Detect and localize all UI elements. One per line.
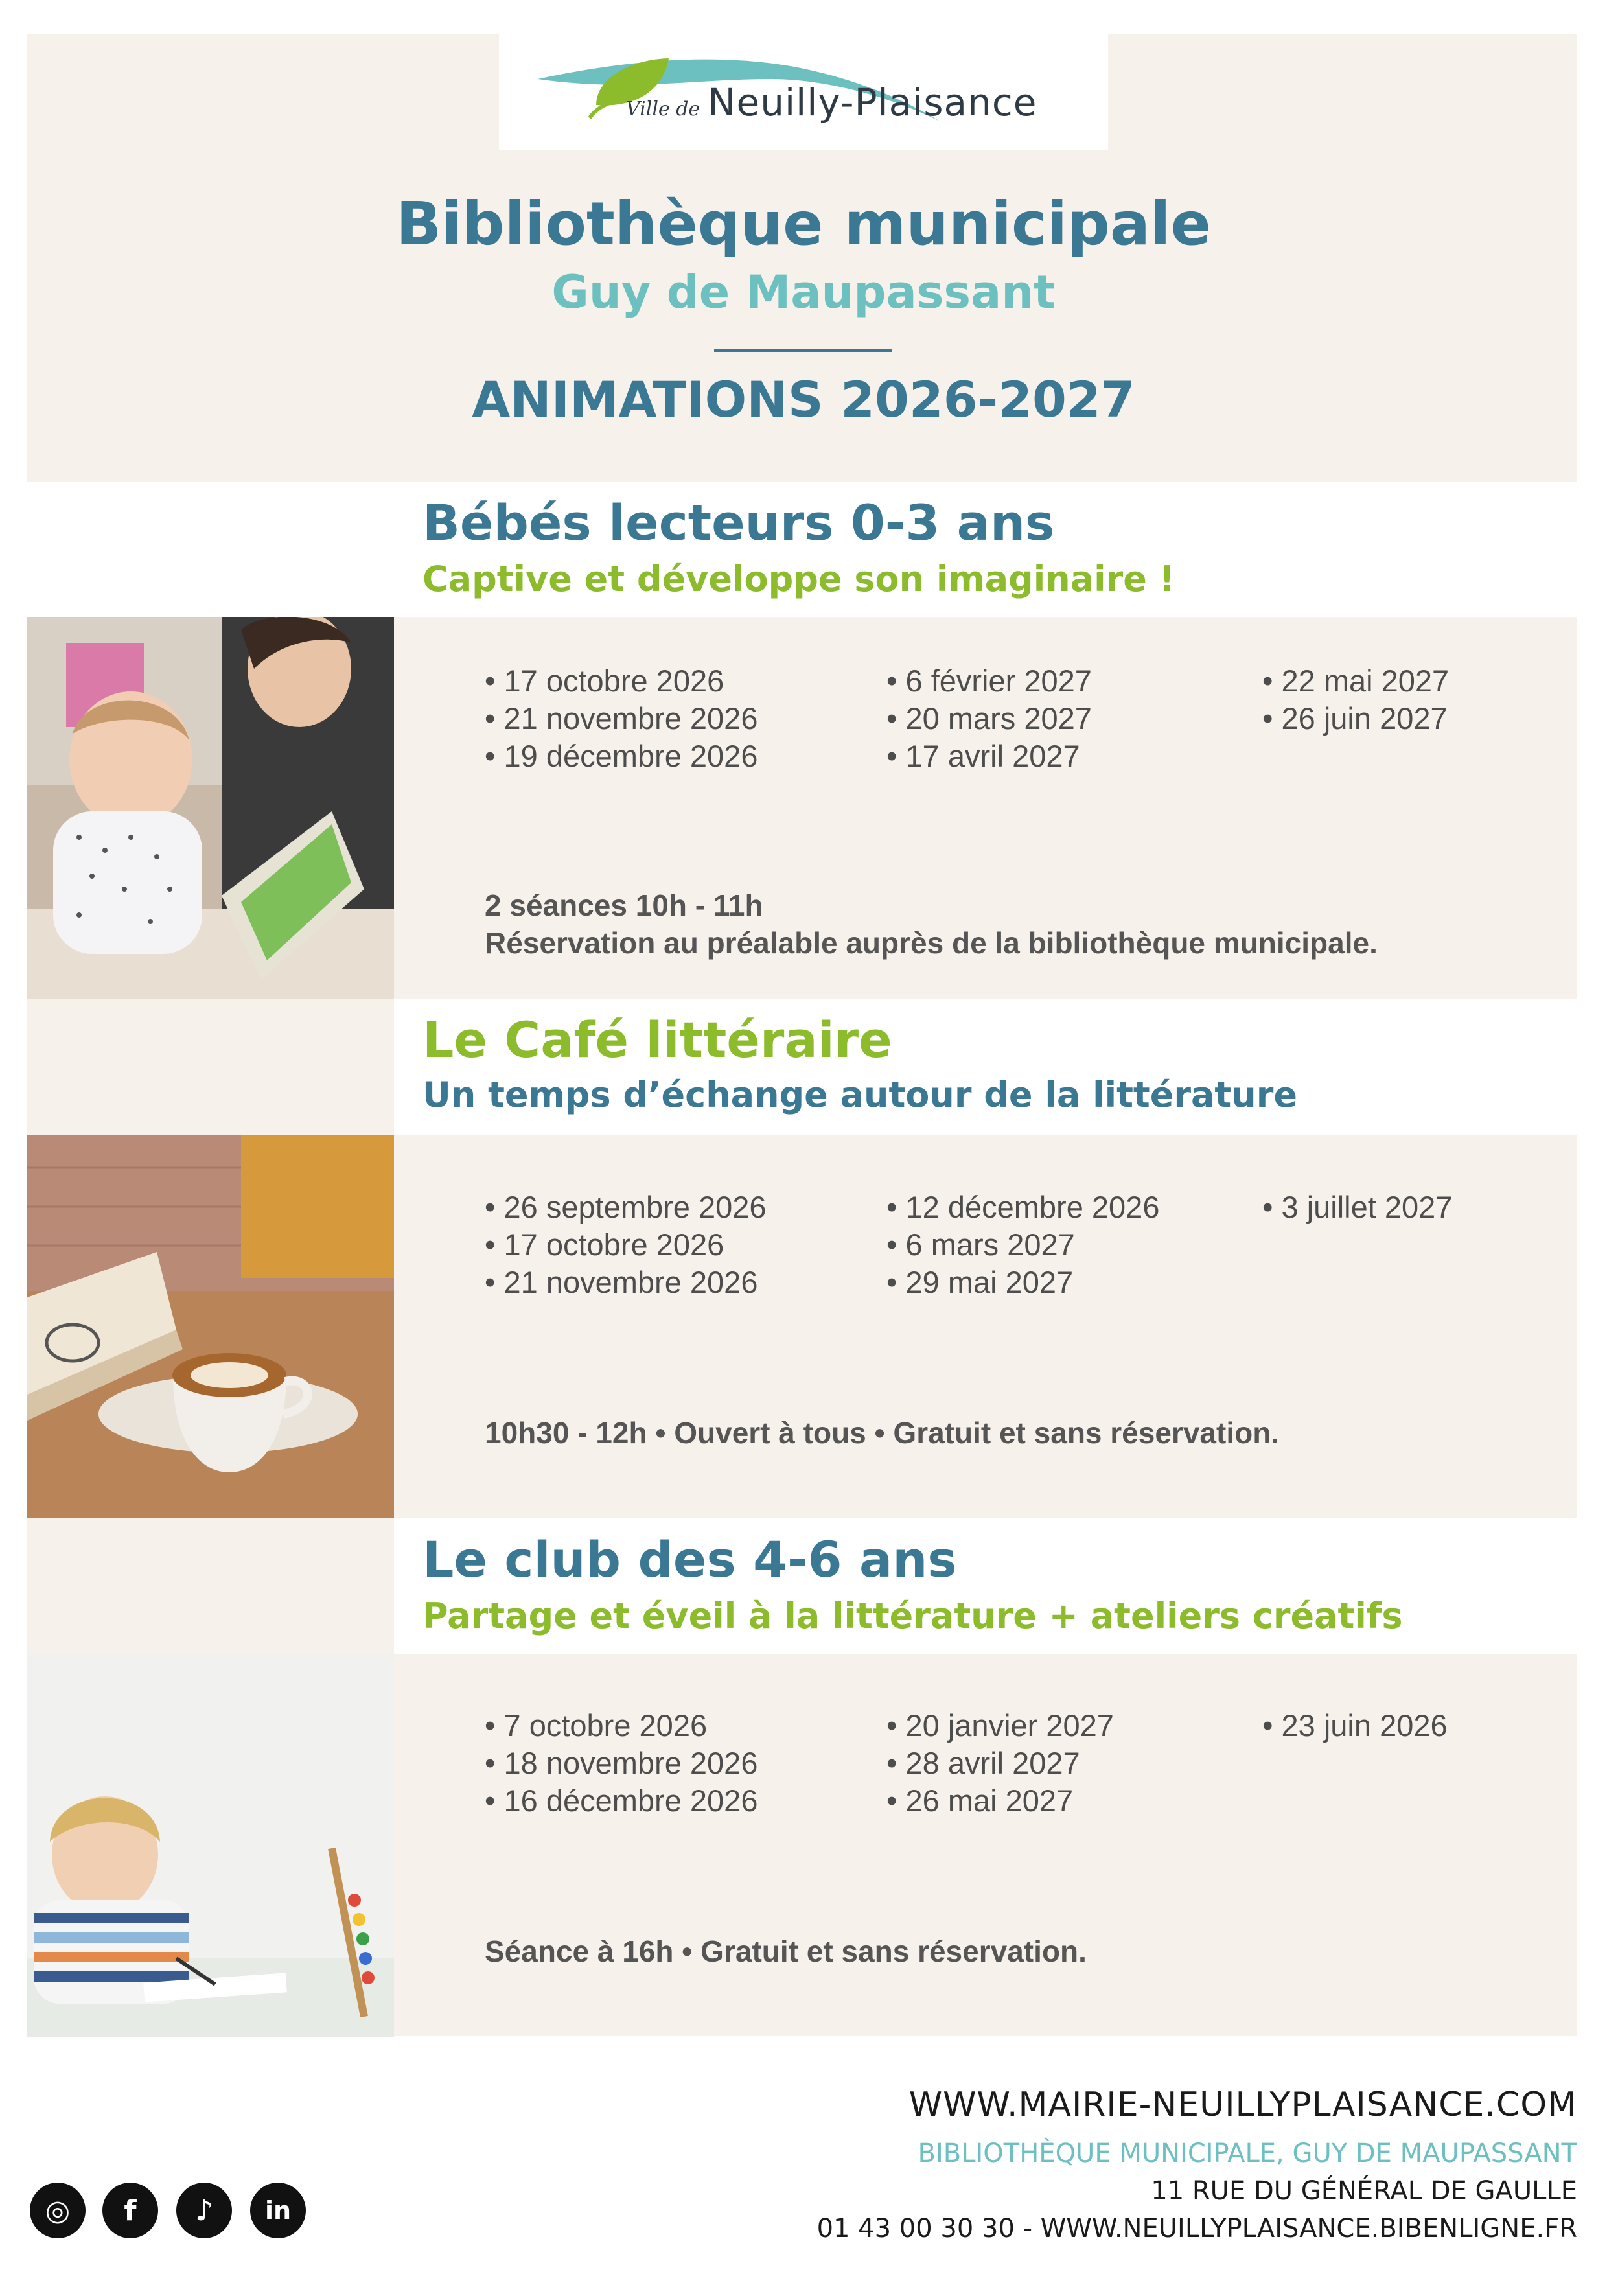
logo-name: Neuilly-Plaisance xyxy=(708,80,1037,124)
footer-address: 11 RUE DU GÉNÉRAL DE GAULLE xyxy=(1151,2176,1577,2206)
date-item: • 6 février 2027 xyxy=(886,664,1092,698)
section2-dates-col2 xyxy=(886,1189,1159,1301)
date-item: • 6 mars 2027 xyxy=(886,1227,1075,1262)
date-item: • 21 novembre 2026 xyxy=(485,701,758,736)
section2-header xyxy=(394,999,1577,1135)
footer-contact[interactable]: 01 43 00 30 30 - WWW.NEUILLYPLAISANCE.BIBENLIGNE.FR xyxy=(816,2214,1577,2244)
section3-dates-col3 xyxy=(1262,1707,1448,1745)
date-item: • 17 octobre 2026 xyxy=(485,664,724,698)
linkedin-icon[interactable]: in xyxy=(250,2183,306,2238)
section1-header xyxy=(394,482,1577,617)
section3-header xyxy=(394,1518,1577,1654)
section2-dates-col1 xyxy=(485,1189,767,1301)
tiktok-icon[interactable]: ♪ xyxy=(176,2183,232,2238)
section2-dates-col3 xyxy=(1262,1189,1452,1226)
section1-subtitle: Captive et développe son imaginaire ! xyxy=(422,559,1175,599)
page-subtitle: Guy de Maupassant xyxy=(551,266,1056,319)
animations-heading: ANIMATIONS 2026-2027 xyxy=(472,371,1135,428)
section1-note xyxy=(485,887,1378,962)
section3-subtitle: Partage et éveil à la littérature + ateliers créatifs xyxy=(422,1595,1403,1636)
section1-dates-col2 xyxy=(886,662,1092,775)
section2-left-strip xyxy=(27,999,394,1135)
footer-library-name: BIBLIOTHÈQUE MUNICIPALE, GUY DE MAUPASSANT xyxy=(918,2139,1577,2168)
date-item: • 12 décembre 2026 xyxy=(886,1190,1160,1224)
section3-left-strip xyxy=(27,1518,394,1654)
date-item: • 21 novembre 2026 xyxy=(485,1265,758,1299)
date-item: • 19 décembre 2026 xyxy=(485,739,758,773)
instagram-icon[interactable]: ◎ xyxy=(30,2183,86,2238)
logo-prefix: Ville de xyxy=(626,98,700,121)
title-divider xyxy=(714,349,892,352)
date-item: • 20 janvier 2027 xyxy=(886,1708,1114,1743)
date-item: • 22 mai 2027 xyxy=(1262,664,1450,698)
date-item: • 29 mai 2027 xyxy=(886,1265,1074,1299)
logo-text xyxy=(626,80,1037,124)
date-item: • 28 avril 2027 xyxy=(886,1746,1080,1780)
section3-title: Le club des 4-6 ans xyxy=(422,1531,957,1588)
date-item: • 20 mars 2027 xyxy=(886,701,1092,736)
section1-reservation: Réservation au préalable auprès de la bibliothèque municipale. xyxy=(485,926,1378,960)
date-item: • 7 octobre 2026 xyxy=(485,1708,708,1743)
section3-dates-col1 xyxy=(485,1707,757,1820)
section1-schedule: 2 séances 10h - 11h xyxy=(485,888,763,922)
section1-dates-col3 xyxy=(1262,662,1449,737)
section3-photo-child-drawing xyxy=(27,1654,394,2037)
section2-note: 10h30 - 12h • Ouvert à tous • Gratuit et sans réservation. xyxy=(485,1416,1280,1450)
page-title: Bibliothèque municipale xyxy=(396,189,1211,259)
date-item: • 26 juin 2027 xyxy=(1262,701,1448,736)
date-item: • 18 novembre 2026 xyxy=(485,1746,758,1780)
section1-dates-col1 xyxy=(485,662,757,775)
date-item: • 16 décembre 2026 xyxy=(485,1783,758,1818)
date-item: • 17 avril 2027 xyxy=(886,739,1080,773)
section2-title: Le Café littéraire xyxy=(422,1011,892,1069)
section1-title: Bébés lecteurs 0-3 ans xyxy=(422,494,1055,551)
section2-photo-coffee-book xyxy=(27,1135,394,1518)
footer-website-link[interactable]: WWW.MAIRIE-NEUILLYPLAISANCE.COM xyxy=(908,2085,1577,2124)
date-item: • 23 juin 2026 xyxy=(1262,1708,1448,1743)
facebook-icon[interactable]: f xyxy=(102,2183,158,2238)
section3-note: Séance à 16h • Gratuit et sans réservation. xyxy=(485,1934,1087,1968)
section2-subtitle: Un temps d’échange autour de la littérature xyxy=(422,1074,1297,1115)
section1-photo-baby-reading xyxy=(27,617,394,999)
date-item: • 3 juillet 2027 xyxy=(1262,1190,1453,1224)
date-item: • 17 octobre 2026 xyxy=(485,1227,724,1262)
logo xyxy=(499,34,1108,150)
section3-dates-col2 xyxy=(886,1707,1114,1820)
date-item: • 26 septembre 2026 xyxy=(485,1190,767,1224)
date-item: • 26 mai 2027 xyxy=(886,1783,1074,1818)
